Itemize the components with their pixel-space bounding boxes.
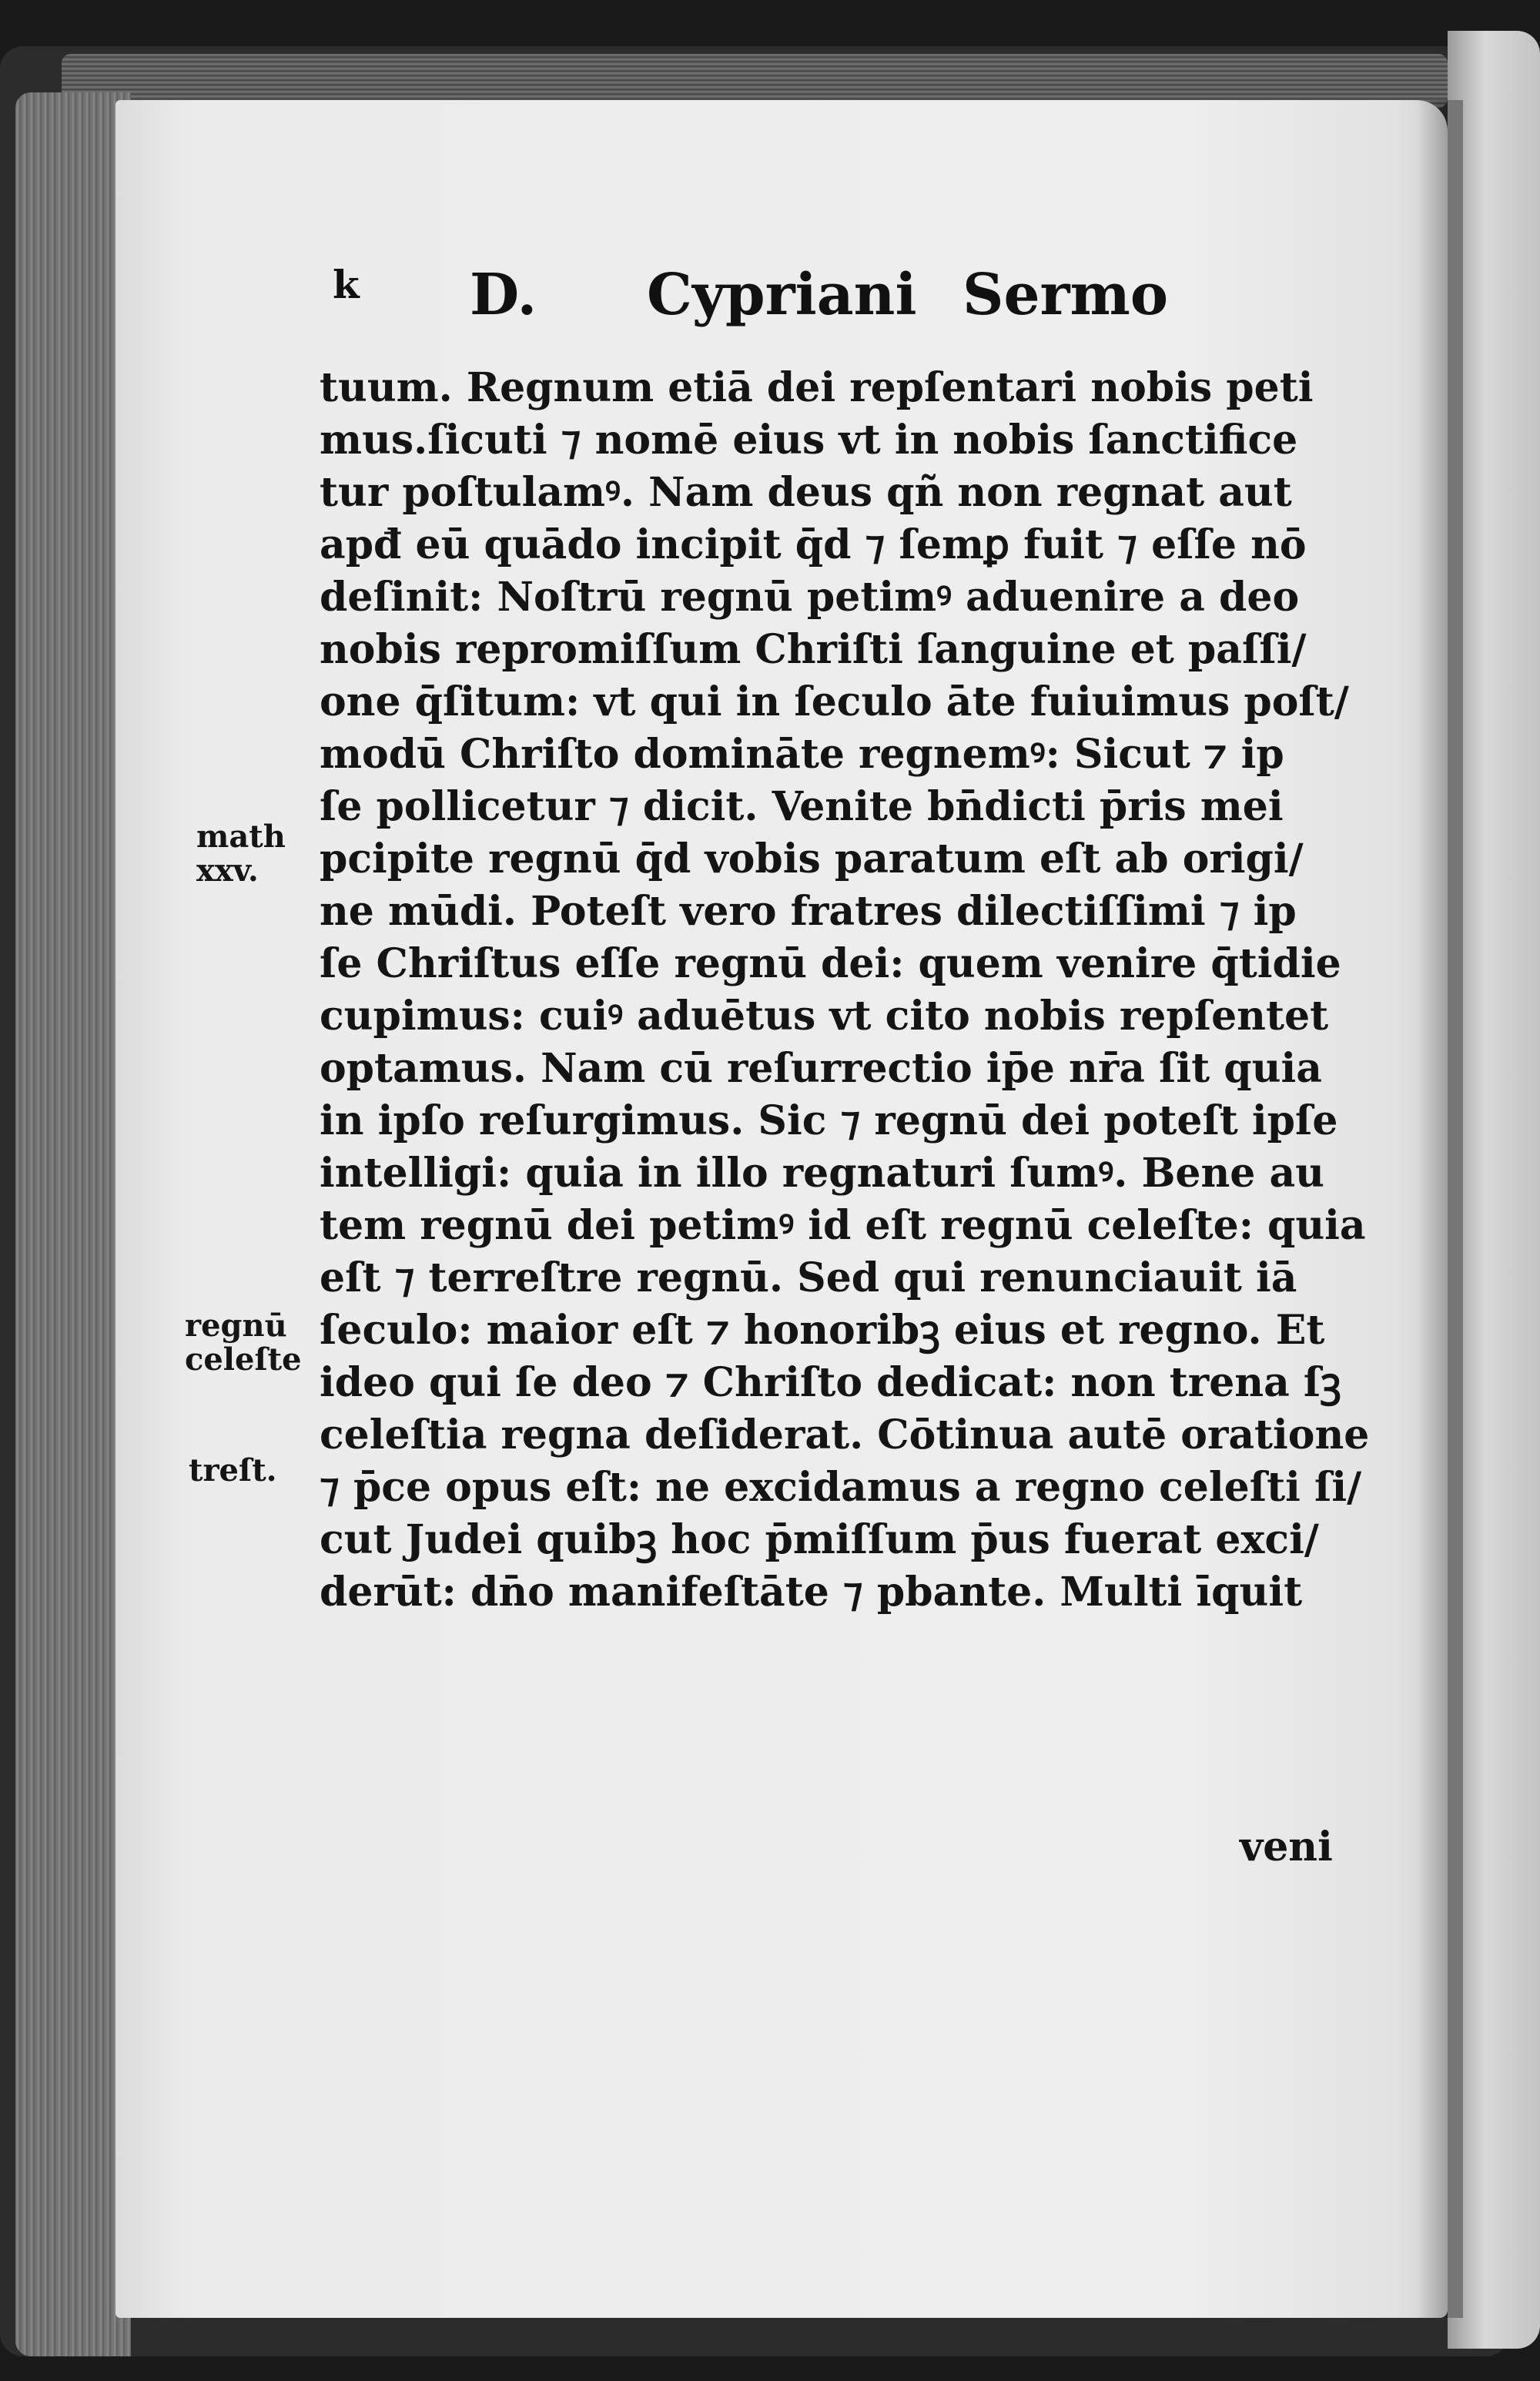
running-head-d: D.	[470, 262, 537, 328]
catchword: veni	[1240, 1823, 1333, 1870]
text-line: mus.ſicuti ⁊ nomē eius vt in nobis ſanctifice	[320, 417, 1298, 464]
text-line: cupimus: cuiꝰ aduētus vt cito nobis repſentet	[320, 993, 1329, 1040]
margin-note-line: math	[196, 819, 286, 855]
text-line: optamus. Nam cū reſurrectio ip̄e nr̄a ſit quia	[320, 1045, 1322, 1092]
text-line: celeſtia regna deſiderat. Cōtinua autē oratione	[320, 1412, 1370, 1458]
text-line: ſe Chriſtus eſſe regnū dei: quem venire q̄tidie	[320, 940, 1341, 987]
text-line: cut Judei quibꝫ hoc p̄miſſum p̄us fuerat exci/	[320, 1516, 1319, 1563]
text-line: one q̄ſitum: vt qui in ſeculo āte fuiuimus poſt/	[320, 678, 1349, 725]
running-head-sermo: Sermo	[962, 262, 1169, 328]
margin-note-regnum	[185, 1309, 302, 1377]
text-line: modū Chriſto domināte regnemꝰ: Sicut ⁊ ip	[320, 731, 1284, 778]
margin-note-line: celeſte	[185, 1341, 302, 1378]
text-line: ⁊ p̄ce opus eſt: ne excidamus a regno celeſti ſi/	[320, 1464, 1362, 1511]
text-line: apđ eū quādo incipit q̄d ⁊ ſemꝑ fuit ⁊ eſſe nō	[320, 521, 1307, 568]
running-head-cypriani: Cypriani	[647, 262, 917, 328]
text-line: ideo qui ſe deo ⁊ Chriſto dedicat: non trena ſꝫ	[320, 1359, 1341, 1406]
text-line: intelligi: quia in illo regnaturi ſumꝰ. Bene au	[320, 1150, 1324, 1197]
running-head	[323, 262, 1324, 347]
margin-note-line: xxv.	[196, 852, 259, 889]
text-line: ſeculo: maior eſt ⁊ honoribꝫ eius et regno. Et	[320, 1307, 1325, 1354]
text-line: nobis repromiſſum Chriſti ſanguine et paſſi/	[320, 626, 1307, 673]
gutter-shadow	[1417, 100, 1463, 2318]
margin-note-terrest	[189, 1454, 277, 1488]
margin-note-line: treſt.	[189, 1452, 277, 1489]
text-line: tem regnū dei petimꝰ id eſt regnū celeſte: quia	[320, 1202, 1366, 1249]
text-line: derūt: dn̄o manifeſtāte ⁊ pbante. Multi īquit	[320, 1569, 1303, 1616]
text-line: ne mūdi. Poteſt vero fratres dilectiſſimi ⁊ ip	[320, 888, 1297, 935]
signature-mark: k	[333, 262, 360, 307]
text-block	[320, 362, 1370, 1619]
text-line: ſe pollicetur ⁊ dicit. Venite bn̄dicti p̄ris mei	[320, 783, 1284, 830]
text-line: eſt ⁊ terreſtre regnū. Sed qui renunciauit iā	[320, 1254, 1297, 1301]
text-line: tuum. Regnum etiā dei repſentari nobis peti	[320, 364, 1314, 411]
margin-note-math	[196, 820, 286, 888]
margin-note-line: regnū	[185, 1308, 287, 1344]
page-fore-edges	[15, 92, 131, 2356]
text-line: pcipite regnū q̄d vobis paratum eſt ab origi/	[320, 836, 1304, 882]
text-line: in ipſo reſurgimus. Sic ⁊ regnū dei poteſt ipſe	[320, 1097, 1338, 1144]
text-line: tur poſtulamꝰ. Nam deus qñ non regnat aut	[320, 469, 1292, 516]
text-line: deſinit: Noſtrū regnū petimꝰ aduenire a deo	[320, 574, 1300, 621]
